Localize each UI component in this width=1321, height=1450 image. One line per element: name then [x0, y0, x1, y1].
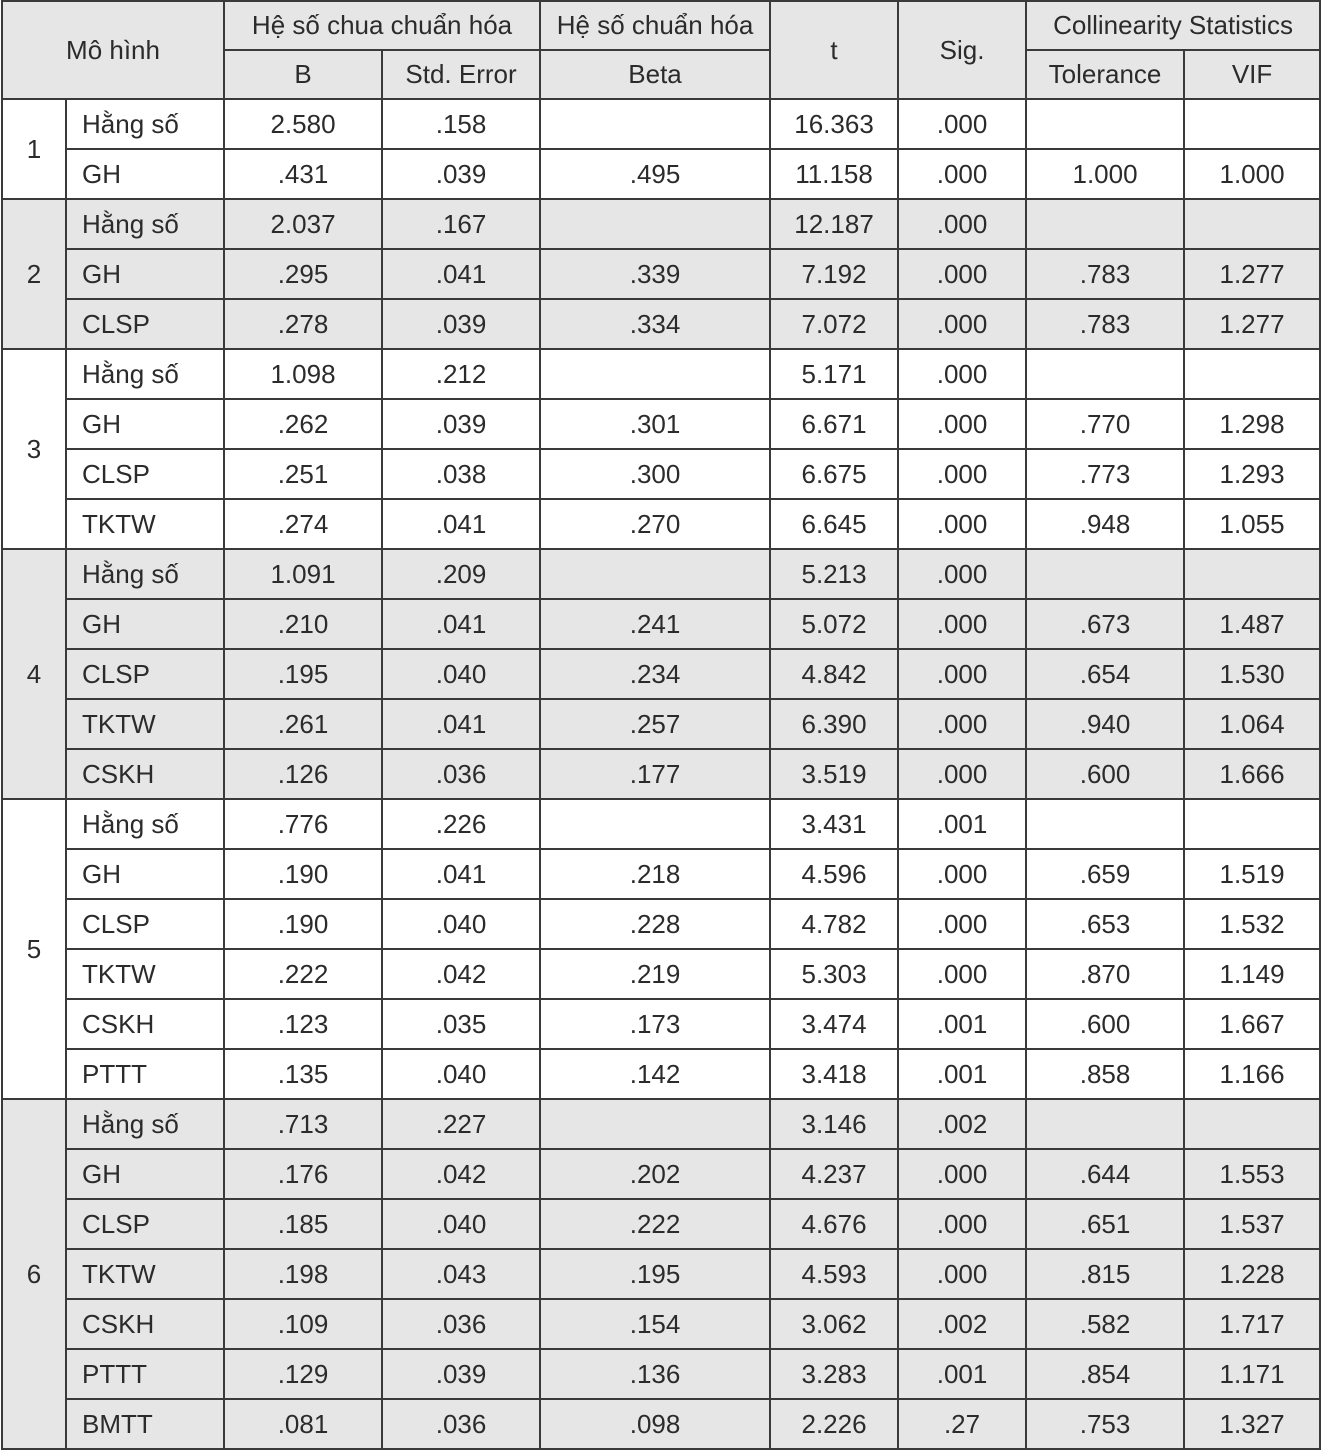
table-row [2, 1299, 1320, 1349]
vif-cell: 1.530 [1184, 649, 1320, 699]
variable-cell: Hằng số [66, 1099, 224, 1149]
vif-cell: 1.519 [1184, 849, 1320, 899]
beta-cell: .177 [540, 749, 770, 799]
vif-cell: 1.000 [1184, 149, 1320, 199]
sig-cell: .001 [898, 799, 1026, 849]
tolerance-cell [1026, 99, 1184, 149]
table-row [2, 349, 1320, 399]
tolerance-cell: 1.000 [1026, 149, 1184, 199]
table-row [2, 1249, 1320, 1299]
b-cell: .295 [224, 249, 382, 299]
table-row [2, 799, 1320, 849]
model-number-cell: 3 [2, 349, 66, 549]
b-cell: .431 [224, 149, 382, 199]
t-cell: 4.676 [770, 1199, 898, 1249]
variable-cell: TKTW [66, 1249, 224, 1299]
table-row [2, 699, 1320, 749]
table-row [2, 499, 1320, 549]
t-cell: 6.675 [770, 449, 898, 499]
b-cell: .776 [224, 799, 382, 849]
std-error-cell: .226 [382, 799, 540, 849]
variable-cell: CSKH [66, 1299, 224, 1349]
tolerance-cell: .870 [1026, 949, 1184, 999]
t-cell: 16.363 [770, 99, 898, 149]
vif-cell [1184, 99, 1320, 149]
std-error-cell: .042 [382, 949, 540, 999]
std-error-cell: .043 [382, 1249, 540, 1299]
vif-cell [1184, 799, 1320, 849]
tolerance-cell [1026, 799, 1184, 849]
t-cell: 5.213 [770, 549, 898, 599]
sig-cell: .000 [898, 399, 1026, 449]
vif-cell: 1.666 [1184, 749, 1320, 799]
t-cell: 6.645 [770, 499, 898, 549]
b-cell: .261 [224, 699, 382, 749]
table-row [2, 999, 1320, 1049]
b-cell: .185 [224, 1199, 382, 1249]
sig-cell: .000 [898, 149, 1026, 199]
table-row [2, 849, 1320, 899]
header-vif: VIF [1184, 50, 1320, 99]
variable-cell: GH [66, 399, 224, 449]
vif-cell: 1.667 [1184, 999, 1320, 1049]
b-cell: 1.091 [224, 549, 382, 599]
sig-cell: .000 [898, 249, 1026, 299]
b-cell: .713 [224, 1099, 382, 1149]
header-unstandardized-coefficients: Hệ số chua chuẩn hóa [224, 1, 540, 50]
variable-cell: CSKH [66, 999, 224, 1049]
std-error-cell: .040 [382, 1199, 540, 1249]
beta-cell: .219 [540, 949, 770, 999]
std-error-cell: .039 [382, 299, 540, 349]
vif-cell [1184, 549, 1320, 599]
variable-cell: Hằng số [66, 549, 224, 599]
tolerance-cell [1026, 349, 1184, 399]
sig-cell: .000 [898, 599, 1026, 649]
vif-cell: 1.327 [1184, 1399, 1320, 1449]
sig-cell: .000 [898, 499, 1026, 549]
variable-cell: CSKH [66, 749, 224, 799]
variable-cell: GH [66, 849, 224, 899]
tolerance-cell: .783 [1026, 299, 1184, 349]
t-cell: 3.062 [770, 1299, 898, 1349]
model-group [2, 549, 1320, 799]
std-error-cell: .038 [382, 449, 540, 499]
header-standardized-coefficients: Hệ số chuẩn hóa [540, 1, 770, 50]
beta-cell [540, 199, 770, 249]
b-cell: .123 [224, 999, 382, 1049]
vif-cell: 1.064 [1184, 699, 1320, 749]
header-b: B [224, 50, 382, 99]
vif-cell [1184, 1099, 1320, 1149]
tolerance-cell: .858 [1026, 1049, 1184, 1099]
b-cell: .190 [224, 899, 382, 949]
beta-cell: .136 [540, 1349, 770, 1399]
std-error-cell: .212 [382, 349, 540, 399]
header-std-error: Std. Error [382, 50, 540, 99]
b-cell: 2.037 [224, 199, 382, 249]
tolerance-cell: .770 [1026, 399, 1184, 449]
sig-cell: .000 [898, 1199, 1026, 1249]
beta-cell [540, 549, 770, 599]
model-group [2, 1099, 1320, 1449]
t-cell: 7.192 [770, 249, 898, 299]
vif-cell: 1.055 [1184, 499, 1320, 549]
tolerance-cell: .773 [1026, 449, 1184, 499]
b-cell: .198 [224, 1249, 382, 1299]
tolerance-cell: .654 [1026, 649, 1184, 699]
sig-cell: .000 [898, 849, 1026, 899]
variable-cell: GH [66, 149, 224, 199]
table-row [2, 1199, 1320, 1249]
tolerance-cell: .600 [1026, 999, 1184, 1049]
sig-cell: .000 [898, 299, 1026, 349]
beta-cell: .301 [540, 399, 770, 449]
tolerance-cell: .644 [1026, 1149, 1184, 1199]
sig-cell: .000 [898, 1249, 1026, 1299]
beta-cell: .218 [540, 849, 770, 899]
vif-cell: 1.717 [1184, 1299, 1320, 1349]
header-collinearity-statistics: Collinearity Statistics [1026, 1, 1320, 50]
header-tolerance: Tolerance [1026, 50, 1184, 99]
std-error-cell: .042 [382, 1149, 540, 1199]
variable-cell: TKTW [66, 699, 224, 749]
b-cell: .109 [224, 1299, 382, 1349]
variable-cell: Hằng số [66, 199, 224, 249]
t-cell: 3.519 [770, 749, 898, 799]
std-error-cell: .041 [382, 849, 540, 899]
sig-cell: .002 [898, 1099, 1026, 1149]
vif-cell: 1.298 [1184, 399, 1320, 449]
sig-cell: .27 [898, 1399, 1026, 1449]
beta-cell: .257 [540, 699, 770, 749]
vif-cell [1184, 199, 1320, 249]
b-cell: .190 [224, 849, 382, 899]
t-cell: 5.303 [770, 949, 898, 999]
table-row [2, 399, 1320, 449]
beta-cell [540, 799, 770, 849]
beta-cell: .222 [540, 1199, 770, 1249]
vif-cell: 1.553 [1184, 1149, 1320, 1199]
vif-cell [1184, 349, 1320, 399]
tolerance-cell [1026, 549, 1184, 599]
t-cell: 4.237 [770, 1149, 898, 1199]
tolerance-cell: .783 [1026, 249, 1184, 299]
beta-cell: .339 [540, 249, 770, 299]
sig-cell: .000 [898, 549, 1026, 599]
beta-cell: .173 [540, 999, 770, 1049]
sig-cell: .000 [898, 1149, 1026, 1199]
sig-cell: .000 [898, 949, 1026, 999]
beta-cell: .495 [540, 149, 770, 199]
header-sig: Sig. [898, 1, 1026, 99]
beta-cell: .142 [540, 1049, 770, 1099]
sig-cell: .000 [898, 699, 1026, 749]
b-cell: .176 [224, 1149, 382, 1199]
table-row [2, 199, 1320, 249]
tolerance-cell: .582 [1026, 1299, 1184, 1349]
sig-cell: .000 [898, 349, 1026, 399]
variable-cell: CLSP [66, 299, 224, 349]
t-cell: 4.593 [770, 1249, 898, 1299]
vif-cell: 1.293 [1184, 449, 1320, 499]
table-row [2, 749, 1320, 799]
beta-cell: .202 [540, 1149, 770, 1199]
b-cell: .274 [224, 499, 382, 549]
b-cell: .251 [224, 449, 382, 499]
tolerance-cell: .854 [1026, 1349, 1184, 1399]
beta-cell [540, 349, 770, 399]
table-header [2, 1, 1320, 99]
tolerance-cell: .940 [1026, 699, 1184, 749]
t-cell: 4.842 [770, 649, 898, 699]
header-t: t [770, 1, 898, 99]
variable-cell: CLSP [66, 1199, 224, 1249]
t-cell: 3.474 [770, 999, 898, 1049]
model-number-cell: 1 [2, 99, 66, 199]
sig-cell: .000 [898, 749, 1026, 799]
model-group [2, 349, 1320, 549]
table-row [2, 949, 1320, 999]
std-error-cell: .041 [382, 499, 540, 549]
model-number-cell: 2 [2, 199, 66, 349]
b-cell: .135 [224, 1049, 382, 1099]
b-cell: .081 [224, 1399, 382, 1449]
sig-cell: .001 [898, 999, 1026, 1049]
header-model: Mô hình [2, 1, 224, 99]
variable-cell: Hằng số [66, 349, 224, 399]
header-beta: Beta [540, 50, 770, 99]
b-cell: .195 [224, 649, 382, 699]
std-error-cell: .040 [382, 1049, 540, 1099]
vif-cell: 1.487 [1184, 599, 1320, 649]
table-row [2, 149, 1320, 199]
table-row [2, 1099, 1320, 1149]
table-row [2, 549, 1320, 599]
model-number-cell: 4 [2, 549, 66, 799]
table-row [2, 899, 1320, 949]
beta-cell: .300 [540, 449, 770, 499]
table-row [2, 1399, 1320, 1449]
t-cell: 5.171 [770, 349, 898, 399]
variable-cell: GH [66, 1149, 224, 1199]
tolerance-cell [1026, 199, 1184, 249]
std-error-cell: .039 [382, 149, 540, 199]
b-cell: .262 [224, 399, 382, 449]
tolerance-cell: .753 [1026, 1399, 1184, 1449]
model-group [2, 799, 1320, 1099]
sig-cell: .002 [898, 1299, 1026, 1349]
vif-cell: 1.171 [1184, 1349, 1320, 1399]
table-row [2, 299, 1320, 349]
std-error-cell: .035 [382, 999, 540, 1049]
model-number-cell: 5 [2, 799, 66, 1099]
variable-cell: GH [66, 249, 224, 299]
tolerance-cell: .948 [1026, 499, 1184, 549]
coefficients-table [1, 0, 1321, 1450]
variable-cell: TKTW [66, 499, 224, 549]
table-row [2, 599, 1320, 649]
tolerance-cell [1026, 1099, 1184, 1149]
tolerance-cell: .651 [1026, 1199, 1184, 1249]
t-cell: 3.146 [770, 1099, 898, 1149]
variable-cell: TKTW [66, 949, 224, 999]
std-error-cell: .227 [382, 1099, 540, 1149]
table-row [2, 1349, 1320, 1399]
t-cell: 5.072 [770, 599, 898, 649]
variable-cell: PTTT [66, 1049, 224, 1099]
t-cell: 6.671 [770, 399, 898, 449]
t-cell: 3.431 [770, 799, 898, 849]
b-cell: .222 [224, 949, 382, 999]
sig-cell: .000 [898, 899, 1026, 949]
beta-cell: .334 [540, 299, 770, 349]
sig-cell: .000 [898, 449, 1026, 499]
sig-cell: .000 [898, 99, 1026, 149]
vif-cell: 1.228 [1184, 1249, 1320, 1299]
table-row [2, 649, 1320, 699]
t-cell: 3.418 [770, 1049, 898, 1099]
variable-cell: CLSP [66, 449, 224, 499]
std-error-cell: .040 [382, 649, 540, 699]
b-cell: .126 [224, 749, 382, 799]
table-row [2, 449, 1320, 499]
std-error-cell: .041 [382, 249, 540, 299]
beta-cell: .241 [540, 599, 770, 649]
variable-cell: PTTT [66, 1349, 224, 1399]
model-group [2, 199, 1320, 349]
b-cell: .129 [224, 1349, 382, 1399]
t-cell: 3.283 [770, 1349, 898, 1399]
vif-cell: 1.277 [1184, 249, 1320, 299]
variable-cell: Hằng số [66, 799, 224, 849]
vif-cell: 1.149 [1184, 949, 1320, 999]
variable-cell: Hằng số [66, 99, 224, 149]
table-row [2, 1049, 1320, 1099]
b-cell: .210 [224, 599, 382, 649]
b-cell: .278 [224, 299, 382, 349]
tolerance-cell: .673 [1026, 599, 1184, 649]
b-cell: 2.580 [224, 99, 382, 149]
t-cell: 7.072 [770, 299, 898, 349]
t-cell: 12.187 [770, 199, 898, 249]
std-error-cell: .158 [382, 99, 540, 149]
sig-cell: .000 [898, 199, 1026, 249]
variable-cell: BMTT [66, 1399, 224, 1449]
beta-cell [540, 1099, 770, 1149]
std-error-cell: .167 [382, 199, 540, 249]
vif-cell: 1.277 [1184, 299, 1320, 349]
sig-cell: .001 [898, 1349, 1026, 1399]
model-number-cell: 6 [2, 1099, 66, 1449]
variable-cell: GH [66, 599, 224, 649]
tolerance-cell: .653 [1026, 899, 1184, 949]
beta-cell: .098 [540, 1399, 770, 1449]
std-error-cell: .209 [382, 549, 540, 599]
sig-cell: .000 [898, 649, 1026, 699]
t-cell: 4.782 [770, 899, 898, 949]
t-cell: 11.158 [770, 149, 898, 199]
beta-cell: .228 [540, 899, 770, 949]
variable-cell: CLSP [66, 899, 224, 949]
model-group [2, 99, 1320, 199]
std-error-cell: .040 [382, 899, 540, 949]
tolerance-cell: .659 [1026, 849, 1184, 899]
tolerance-cell: .815 [1026, 1249, 1184, 1299]
std-error-cell: .036 [382, 1299, 540, 1349]
std-error-cell: .041 [382, 699, 540, 749]
std-error-cell: .036 [382, 749, 540, 799]
std-error-cell: .039 [382, 399, 540, 449]
vif-cell: 1.537 [1184, 1199, 1320, 1249]
beta-cell [540, 99, 770, 149]
beta-cell: .234 [540, 649, 770, 699]
std-error-cell: .041 [382, 599, 540, 649]
vif-cell: 1.166 [1184, 1049, 1320, 1099]
beta-cell: .154 [540, 1299, 770, 1349]
vif-cell: 1.532 [1184, 899, 1320, 949]
table-row [2, 99, 1320, 149]
beta-cell: .270 [540, 499, 770, 549]
beta-cell: .195 [540, 1249, 770, 1299]
t-cell: 2.226 [770, 1399, 898, 1449]
variable-cell: CLSP [66, 649, 224, 699]
sig-cell: .001 [898, 1049, 1026, 1099]
tolerance-cell: .600 [1026, 749, 1184, 799]
table-row [2, 1149, 1320, 1199]
t-cell: 6.390 [770, 699, 898, 749]
b-cell: 1.098 [224, 349, 382, 399]
table-row [2, 249, 1320, 299]
std-error-cell: .036 [382, 1399, 540, 1449]
t-cell: 4.596 [770, 849, 898, 899]
std-error-cell: .039 [382, 1349, 540, 1399]
